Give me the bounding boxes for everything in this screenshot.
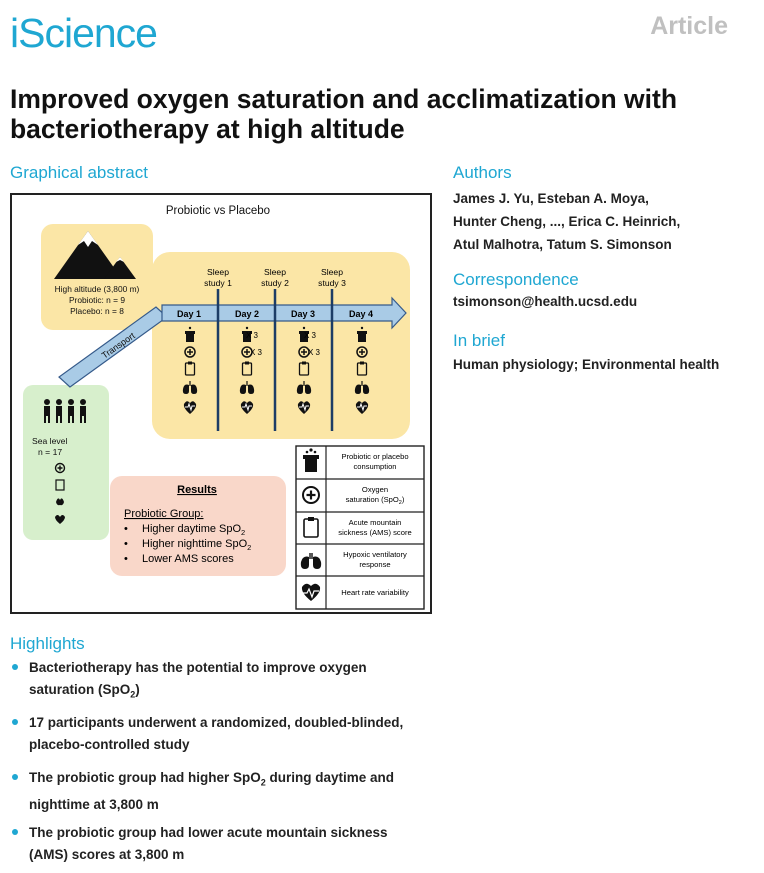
journal-logo: iScience	[10, 10, 157, 56]
legend-label: Probiotic or placebo	[341, 452, 409, 461]
bullet-icon	[12, 664, 18, 670]
article-type-label: Article	[650, 12, 728, 40]
sea-level-label: Sea level	[32, 436, 68, 446]
legend-table	[296, 446, 424, 609]
day-label: Day 1	[176, 309, 202, 319]
authors-list	[453, 187, 680, 256]
authors-heading: Authors	[453, 163, 512, 182]
times-label: X 3	[246, 331, 259, 340]
author-line: James J. Yu, Esteban A. Moya,	[453, 191, 649, 206]
high-altitude-label: High altitude (3,800 m)	[54, 284, 140, 294]
results-bullet: •	[124, 538, 128, 550]
author-line: Hunter Cheng, ..., Erica C. Heinrich,	[453, 214, 681, 229]
sea-level-n: n = 17	[38, 447, 63, 457]
sleep-study-label: Sleep	[264, 267, 286, 277]
bullet-icon	[12, 829, 18, 835]
legend-label: Acute mountain	[348, 518, 402, 527]
ga-caption: Probiotic vs Placebo	[165, 205, 271, 217]
bullet-icon	[12, 774, 18, 780]
high-altitude-probiotic: Probiotic: n = 9	[68, 295, 126, 305]
results-title: Results	[177, 484, 217, 496]
article-title: Improved oxygen saturation and acclimatization with bacteriotherapy at high altitude	[10, 84, 678, 144]
sleep-study-label: study 3	[318, 278, 346, 288]
graphical-abstract-svg	[12, 195, 432, 614]
sleep-study-label: Sleep	[321, 267, 343, 277]
day-label: Day 4	[348, 309, 374, 319]
sleep-study-label: study 2	[261, 278, 289, 288]
in-brief-heading: In brief	[453, 331, 505, 350]
times-label: X 3	[304, 331, 317, 340]
high-altitude-placebo: Placebo: n = 8	[70, 306, 124, 316]
bullet-icon	[12, 719, 18, 725]
times-label: X 3	[308, 348, 321, 357]
results-item: Higher nighttime SpO$_2$	[142, 538, 252, 552]
legend-label: response	[359, 560, 391, 569]
legend-label: sickness (AMS) score	[338, 528, 412, 537]
sleep-study-label: study 1	[204, 278, 232, 288]
day-label: Day 3	[290, 309, 316, 319]
sleep-study-label: Sleep	[207, 267, 229, 277]
correspondence-heading: Correspondence	[453, 270, 579, 289]
graphical-abstract-figure	[10, 193, 432, 614]
in-brief-text: Human physiology; Environmental health	[453, 357, 720, 372]
correspondence-email[interactable]: tsimonson@health.ucsd.edu	[453, 294, 638, 309]
transport-label: Transport	[99, 330, 137, 361]
author-line: Atul Malhotra, Tatum S. Simonson	[453, 237, 672, 252]
results-item: Lower AMS scores	[142, 553, 234, 565]
legend-label: Oxygen	[361, 485, 389, 494]
results-bullet: •	[124, 553, 128, 565]
sea-level-panel	[23, 385, 109, 540]
highlights-heading: Highlights	[10, 634, 85, 653]
legend-label: Hypoxic ventilatory	[343, 550, 407, 559]
legend-label: consumption	[353, 462, 397, 471]
day-label: Day 2	[234, 309, 260, 319]
legend-label: Heart rate variability	[341, 588, 409, 597]
graphical-abstract-heading: Graphical abstract	[10, 163, 148, 182]
times-label: X 3	[250, 348, 263, 357]
results-group: Probiotic Group:	[124, 508, 204, 520]
legend-label: saturation (SpO$_2$)	[345, 495, 405, 506]
results-item: Higher daytime SpO$_2$	[142, 523, 246, 537]
results-bullet: •	[124, 523, 128, 535]
